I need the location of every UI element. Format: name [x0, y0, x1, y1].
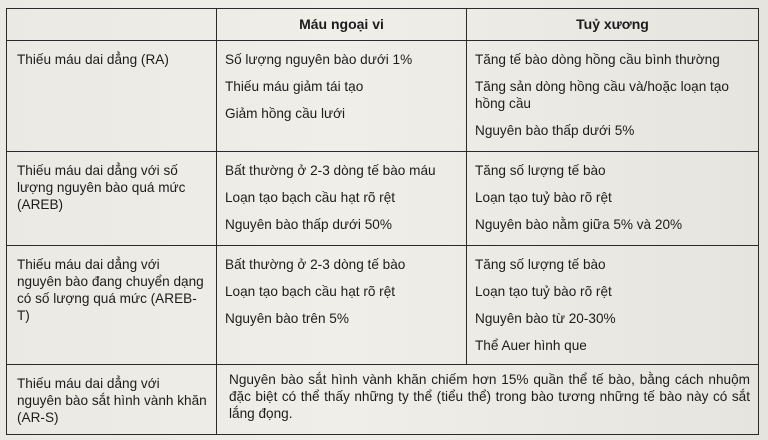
header-peripheral-blood: Máu ngoại vi — [217, 9, 467, 41]
list-item: Thể Auer hình que — [475, 338, 587, 353]
table-row-ra — [7, 41, 759, 152]
merged-description-cell: Nguyên bào sắt hình vành khăn chiếm hơn 15% quần thể tế bào, bằng cách nhuộm đặc biệt có thể thấy những ty thể (tiểu thể) trong bào tương những tế bào này có sắt lắng đọng. — [217, 365, 759, 435]
list-item: Tăng sản dòng hồng cầu và/hoặc loạn tạo hồng cầu — [475, 79, 729, 111]
list-item: Tăng số lượng tế bào — [475, 163, 606, 178]
blood-cell — [217, 41, 467, 152]
list-item: Loạn tạo tuỷ bào rõ rệt — [475, 190, 612, 205]
header-bone-marrow: Tuỷ xương — [467, 9, 759, 41]
list-item: Số lượng nguyên bào dưới 1% — [225, 52, 413, 67]
list-item: Loạn tạo tuỷ bào rõ rệt — [475, 284, 612, 299]
blood-cell — [217, 152, 467, 246]
list-item: Nguyên bào từ 20-30% — [475, 311, 616, 326]
list-item: Tăng số lượng tế bào — [475, 257, 606, 272]
row-name: Thiếu máu dai dẳng với nguyên bào đang chuyển dạng có số lượng quá mức (AREB-T) — [7, 246, 217, 365]
marrow-cell — [467, 152, 759, 246]
marrow-cell — [467, 41, 759, 152]
list-item: Bất thường ở 2-3 dòng tế bào máu — [225, 163, 436, 178]
table-row-ar-s — [7, 365, 759, 435]
list-item: Nguyên bào thấp dưới 5% — [475, 123, 635, 138]
row-name: Thiếu máu dai dẳng với nguyên bào sắt hình vành khăn (AR-S) — [7, 365, 217, 435]
list-item: Loạn tạo bạch cầu hạt rõ rệt — [225, 284, 396, 299]
list-item: Nguyên bào thấp dưới 50% — [225, 217, 392, 232]
list-item: Tăng tế bào dòng hồng cầu bình thường — [475, 52, 720, 67]
blood-cell — [217, 246, 467, 365]
row-name: Thiếu máu dai dẳng (RA) — [7, 41, 217, 152]
table-row-areb-t — [7, 246, 759, 365]
list-item: Thiếu máu giảm tái tạo — [225, 79, 364, 94]
row-name: Thiếu máu dai dẳng với số lượng nguyên bào quá mức (AREB) — [7, 152, 217, 246]
header-empty-cell — [7, 9, 217, 41]
list-item: Loạn tạo bạch cầu hạt rõ rệt — [225, 190, 396, 205]
table-row-areb — [7, 152, 759, 246]
marrow-cell — [467, 246, 759, 365]
list-item: Giảm hồng cầu lưới — [225, 106, 346, 121]
list-item: Nguyên bào nằm giữa 5% và 20% — [475, 217, 683, 232]
list-item: Nguyên bào trên 5% — [225, 311, 349, 326]
list-item: Bất thường ở 2-3 dòng tế bào — [225, 257, 406, 272]
classification-table — [6, 8, 759, 435]
header-row — [7, 9, 759, 41]
